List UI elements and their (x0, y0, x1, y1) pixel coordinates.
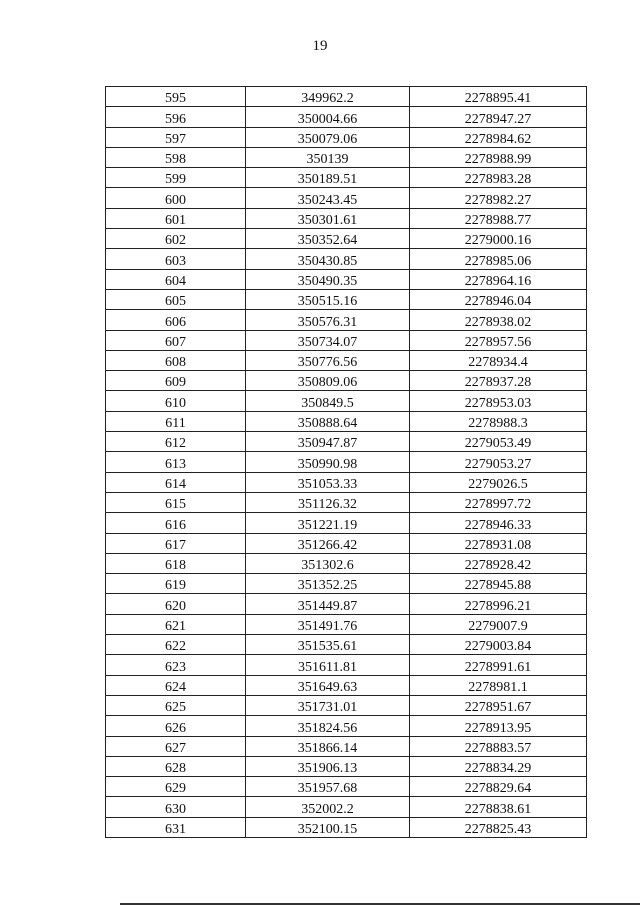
y-coordinate-cell: 2278951.67 (410, 695, 587, 715)
table-row (106, 817, 587, 837)
table-row (106, 797, 587, 817)
x-coordinate-cell: 351491.76 (246, 614, 410, 634)
table-row (106, 208, 587, 228)
y-coordinate-cell: 2278931.08 (410, 533, 587, 553)
y-coordinate-cell: 2279003.84 (410, 635, 587, 655)
y-coordinate-cell: 2278984.62 (410, 127, 587, 147)
table-row (106, 736, 587, 756)
x-coordinate-cell: 350734.07 (246, 330, 410, 350)
point-number-cell: 627 (106, 736, 246, 756)
point-number-cell: 606 (106, 310, 246, 330)
table-row (106, 432, 587, 452)
y-coordinate-cell: 2278938.02 (410, 310, 587, 330)
y-coordinate-cell: 2279007.9 (410, 614, 587, 634)
point-number-cell: 611 (106, 411, 246, 431)
x-coordinate-cell: 350888.64 (246, 411, 410, 431)
table-row (106, 756, 587, 776)
table-row (106, 371, 587, 391)
y-coordinate-cell: 2278825.43 (410, 817, 587, 837)
point-number-cell: 624 (106, 675, 246, 695)
table-row (106, 513, 587, 533)
table-row (106, 574, 587, 594)
y-coordinate-cell: 2278985.06 (410, 249, 587, 269)
x-coordinate-cell: 350352.64 (246, 229, 410, 249)
point-number-cell: 613 (106, 452, 246, 472)
y-coordinate-cell: 2278883.57 (410, 736, 587, 756)
table-row (106, 675, 587, 695)
x-coordinate-cell: 350004.66 (246, 107, 410, 127)
x-coordinate-cell: 350243.45 (246, 188, 410, 208)
x-coordinate-cell: 350189.51 (246, 168, 410, 188)
x-coordinate-cell: 351535.61 (246, 635, 410, 655)
point-number-cell: 629 (106, 777, 246, 797)
table-row (106, 229, 587, 249)
x-coordinate-cell: 350079.06 (246, 127, 410, 147)
point-number-cell: 605 (106, 289, 246, 309)
x-coordinate-cell: 350576.31 (246, 310, 410, 330)
y-coordinate-cell: 2278988.3 (410, 411, 587, 431)
x-coordinate-cell: 351449.87 (246, 594, 410, 614)
y-coordinate-cell: 2278934.4 (410, 350, 587, 370)
y-coordinate-cell: 2278946.33 (410, 513, 587, 533)
point-number-cell: 616 (106, 513, 246, 533)
y-coordinate-cell: 2278838.61 (410, 797, 587, 817)
x-coordinate-cell: 352002.2 (246, 797, 410, 817)
x-coordinate-cell: 351352.25 (246, 574, 410, 594)
y-coordinate-cell: 2278957.56 (410, 330, 587, 350)
x-coordinate-cell: 351824.56 (246, 716, 410, 736)
table-row (106, 188, 587, 208)
x-coordinate-cell: 351649.63 (246, 675, 410, 695)
table-row (106, 695, 587, 715)
point-number-cell: 607 (106, 330, 246, 350)
point-number-cell: 608 (106, 350, 246, 370)
table-row (106, 553, 587, 573)
table-row (106, 269, 587, 289)
x-coordinate-cell: 350990.98 (246, 452, 410, 472)
y-coordinate-cell: 2278945.88 (410, 574, 587, 594)
table-row (106, 350, 587, 370)
x-coordinate-cell: 351906.13 (246, 756, 410, 776)
y-coordinate-cell: 2278946.04 (410, 289, 587, 309)
x-coordinate-cell: 351053.33 (246, 472, 410, 492)
y-coordinate-cell: 2278834.29 (410, 756, 587, 776)
y-coordinate-cell: 2279026.5 (410, 472, 587, 492)
point-number-cell: 601 (106, 208, 246, 228)
page-number: 19 (312, 38, 328, 54)
x-coordinate-cell: 350947.87 (246, 432, 410, 452)
table-row (106, 492, 587, 512)
y-coordinate-cell: 2278937.28 (410, 371, 587, 391)
x-coordinate-cell: 351611.81 (246, 655, 410, 675)
table-row (106, 127, 587, 147)
table-row (106, 452, 587, 472)
x-coordinate-cell: 350490.35 (246, 269, 410, 289)
table-row (106, 310, 587, 330)
y-coordinate-cell: 2278988.99 (410, 147, 587, 167)
x-coordinate-cell: 351221.19 (246, 513, 410, 533)
point-number-cell: 625 (106, 695, 246, 715)
point-number-cell: 628 (106, 756, 246, 776)
point-number-cell: 598 (106, 147, 246, 167)
coordinates-table (105, 86, 587, 838)
x-coordinate-cell: 351866.14 (246, 736, 410, 756)
x-coordinate-cell: 350139 (246, 147, 410, 167)
point-number-cell: 603 (106, 249, 246, 269)
x-coordinate-cell: 350809.06 (246, 371, 410, 391)
table-row (106, 87, 587, 107)
x-coordinate-cell: 349962.2 (246, 87, 410, 107)
y-coordinate-cell: 2278983.28 (410, 168, 587, 188)
y-coordinate-cell: 2278982.27 (410, 188, 587, 208)
point-number-cell: 596 (106, 107, 246, 127)
y-coordinate-cell: 2279053.49 (410, 432, 587, 452)
y-coordinate-cell: 2278997.72 (410, 492, 587, 512)
x-coordinate-cell: 350776.56 (246, 350, 410, 370)
table-row (106, 168, 587, 188)
point-number-cell: 600 (106, 188, 246, 208)
y-coordinate-cell: 2278895.41 (410, 87, 587, 107)
point-number-cell: 610 (106, 391, 246, 411)
point-number-cell: 609 (106, 371, 246, 391)
point-number-cell: 597 (106, 127, 246, 147)
table-row (106, 411, 587, 431)
y-coordinate-cell: 2278988.77 (410, 208, 587, 228)
x-coordinate-cell: 351957.68 (246, 777, 410, 797)
point-number-cell: 595 (106, 87, 246, 107)
table-row (106, 472, 587, 492)
x-coordinate-cell: 351266.42 (246, 533, 410, 553)
x-coordinate-cell: 350515.16 (246, 289, 410, 309)
point-number-cell: 630 (106, 797, 246, 817)
table-row (106, 147, 587, 167)
y-coordinate-cell: 2278981.1 (410, 675, 587, 695)
point-number-cell: 602 (106, 229, 246, 249)
point-number-cell: 626 (106, 716, 246, 736)
point-number-cell: 631 (106, 817, 246, 837)
x-coordinate-cell: 350849.5 (246, 391, 410, 411)
point-number-cell: 618 (106, 553, 246, 573)
table-row (106, 655, 587, 675)
point-number-cell: 619 (106, 574, 246, 594)
table-row (106, 330, 587, 350)
table-row (106, 107, 587, 127)
x-coordinate-cell: 350301.61 (246, 208, 410, 228)
table-row (106, 249, 587, 269)
table-row (106, 777, 587, 797)
point-number-cell: 622 (106, 635, 246, 655)
y-coordinate-cell: 2278928.42 (410, 553, 587, 573)
table-row (106, 289, 587, 309)
table-row (106, 614, 587, 634)
x-coordinate-cell: 351731.01 (246, 695, 410, 715)
y-coordinate-cell: 2278829.64 (410, 777, 587, 797)
point-number-cell: 623 (106, 655, 246, 675)
point-number-cell: 604 (106, 269, 246, 289)
point-number-cell: 620 (106, 594, 246, 614)
y-coordinate-cell: 2278991.61 (410, 655, 587, 675)
y-coordinate-cell: 2278996.21 (410, 594, 587, 614)
y-coordinate-cell: 2279053.27 (410, 452, 587, 472)
x-coordinate-cell: 351302.6 (246, 553, 410, 573)
y-coordinate-cell: 2278964.16 (410, 269, 587, 289)
y-coordinate-cell: 2278913.95 (410, 716, 587, 736)
y-coordinate-cell: 2278947.27 (410, 107, 587, 127)
point-number-cell: 617 (106, 533, 246, 553)
point-number-cell: 612 (106, 432, 246, 452)
table-row (106, 391, 587, 411)
table-row (106, 635, 587, 655)
table-row (106, 716, 587, 736)
x-coordinate-cell: 350430.85 (246, 249, 410, 269)
point-number-cell: 615 (106, 492, 246, 512)
x-coordinate-cell: 352100.15 (246, 817, 410, 837)
coordinates-table-body (106, 87, 587, 838)
table-row (106, 594, 587, 614)
y-coordinate-cell: 2279000.16 (410, 229, 587, 249)
table-row (106, 533, 587, 553)
point-number-cell: 621 (106, 614, 246, 634)
point-number-cell: 599 (106, 168, 246, 188)
point-number-cell: 614 (106, 472, 246, 492)
y-coordinate-cell: 2278953.03 (410, 391, 587, 411)
x-coordinate-cell: 351126.32 (246, 492, 410, 512)
